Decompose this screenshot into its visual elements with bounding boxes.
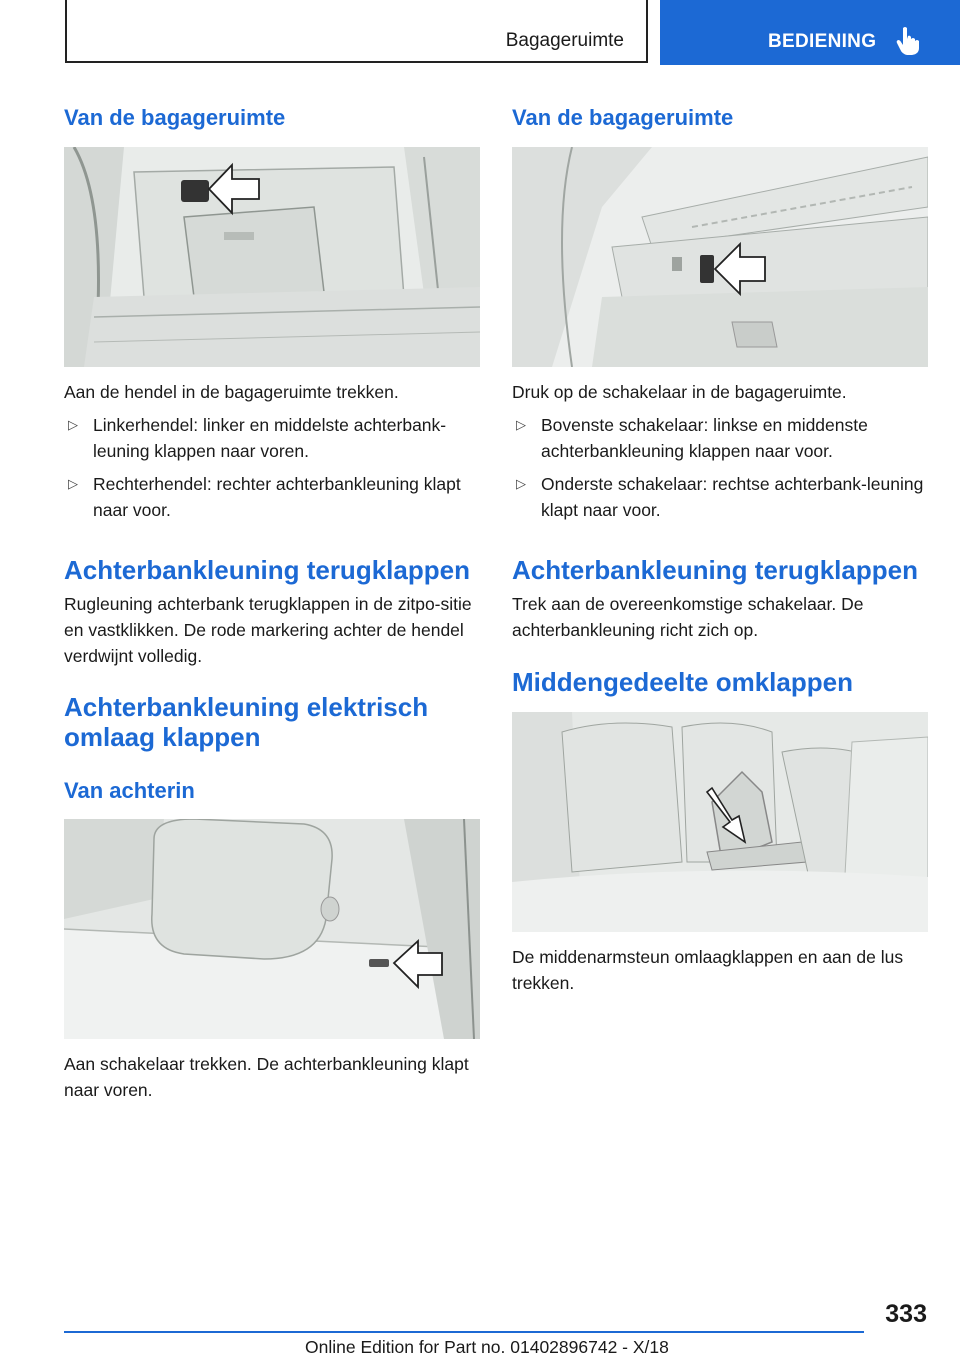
heading-fold-back-left: Achterbankleuning terugklappen — [64, 555, 470, 585]
bullet-triangle-icon: ▷ — [516, 417, 526, 432]
list-item: ▷ Onderste schakelaar: rechtse achterbank-leuning klapt naar voor. — [512, 471, 928, 523]
chapter-label: BEDIENING — [768, 31, 877, 52]
trunk-lever-image — [64, 147, 480, 367]
heading-from-rear: Van achterin — [64, 778, 195, 803]
bullet-list — [512, 412, 928, 523]
heading-electric-fold: Achterbankleuning elektrisch omlaag klappen — [64, 692, 429, 752]
page-number: 333 — [885, 1300, 927, 1328]
paragraph: De middenarmsteun omlaagklappen en aan de lus trekken. — [512, 947, 904, 993]
list-item: ▷ Rechterhendel: rechter achterbankleuning klapt naar voor. — [64, 471, 480, 523]
trunk-switch-image — [512, 147, 928, 367]
rear-seat-switch-image — [64, 819, 480, 1039]
chapter-tab[interactable] — [660, 0, 960, 65]
paragraph: Druk op de schakelaar in de bagageruimte. — [512, 382, 847, 402]
bullet-triangle-icon: ▷ — [68, 476, 78, 491]
paragraph: Rugleuning achterbank terugklappen in de zitpo-sitie en vastklikken. De rode markering achter de hendel verdwijnt volledig. — [64, 594, 472, 666]
bullet-triangle-icon: ▷ — [68, 417, 78, 432]
pointing-hand-icon — [895, 26, 921, 56]
heading-center-fold: Middengedeelte omklappen — [512, 667, 853, 697]
center-armrest-image — [512, 712, 928, 932]
list-item: ▷ Bovenste schakelaar: linkse en middenste achterbankleuning klappen naar voor. — [512, 412, 928, 464]
section-title: Bagageruimte — [505, 30, 624, 51]
footer-edition: Online Edition for Part no. 01402896742 - X/18 — [305, 1337, 669, 1357]
heading-from-trunk-left: Van de bagageruimte — [64, 105, 286, 130]
paragraph: Aan schakelaar trekken. De achterbankleuning klapt naar voren. — [64, 1054, 469, 1100]
header-bar — [65, 0, 648, 63]
paragraph: Trek aan de overeenkomstige schakelaar. De achterbankleuning richt zich op. — [512, 594, 864, 640]
heading-fold-back-right: Achterbankleuning terugklappen — [512, 555, 918, 585]
paragraph: Aan de hendel in de bagageruimte trekken. — [64, 382, 399, 402]
footer-divider — [64, 1331, 864, 1333]
list-item: ▷ Linkerhendel: linker en middelste achterbank-leuning klappen naar voren. — [64, 412, 480, 464]
heading-from-trunk-right: Van de bagageruimte — [512, 105, 734, 130]
bullet-list — [64, 412, 480, 523]
bullet-triangle-icon: ▷ — [516, 476, 526, 491]
